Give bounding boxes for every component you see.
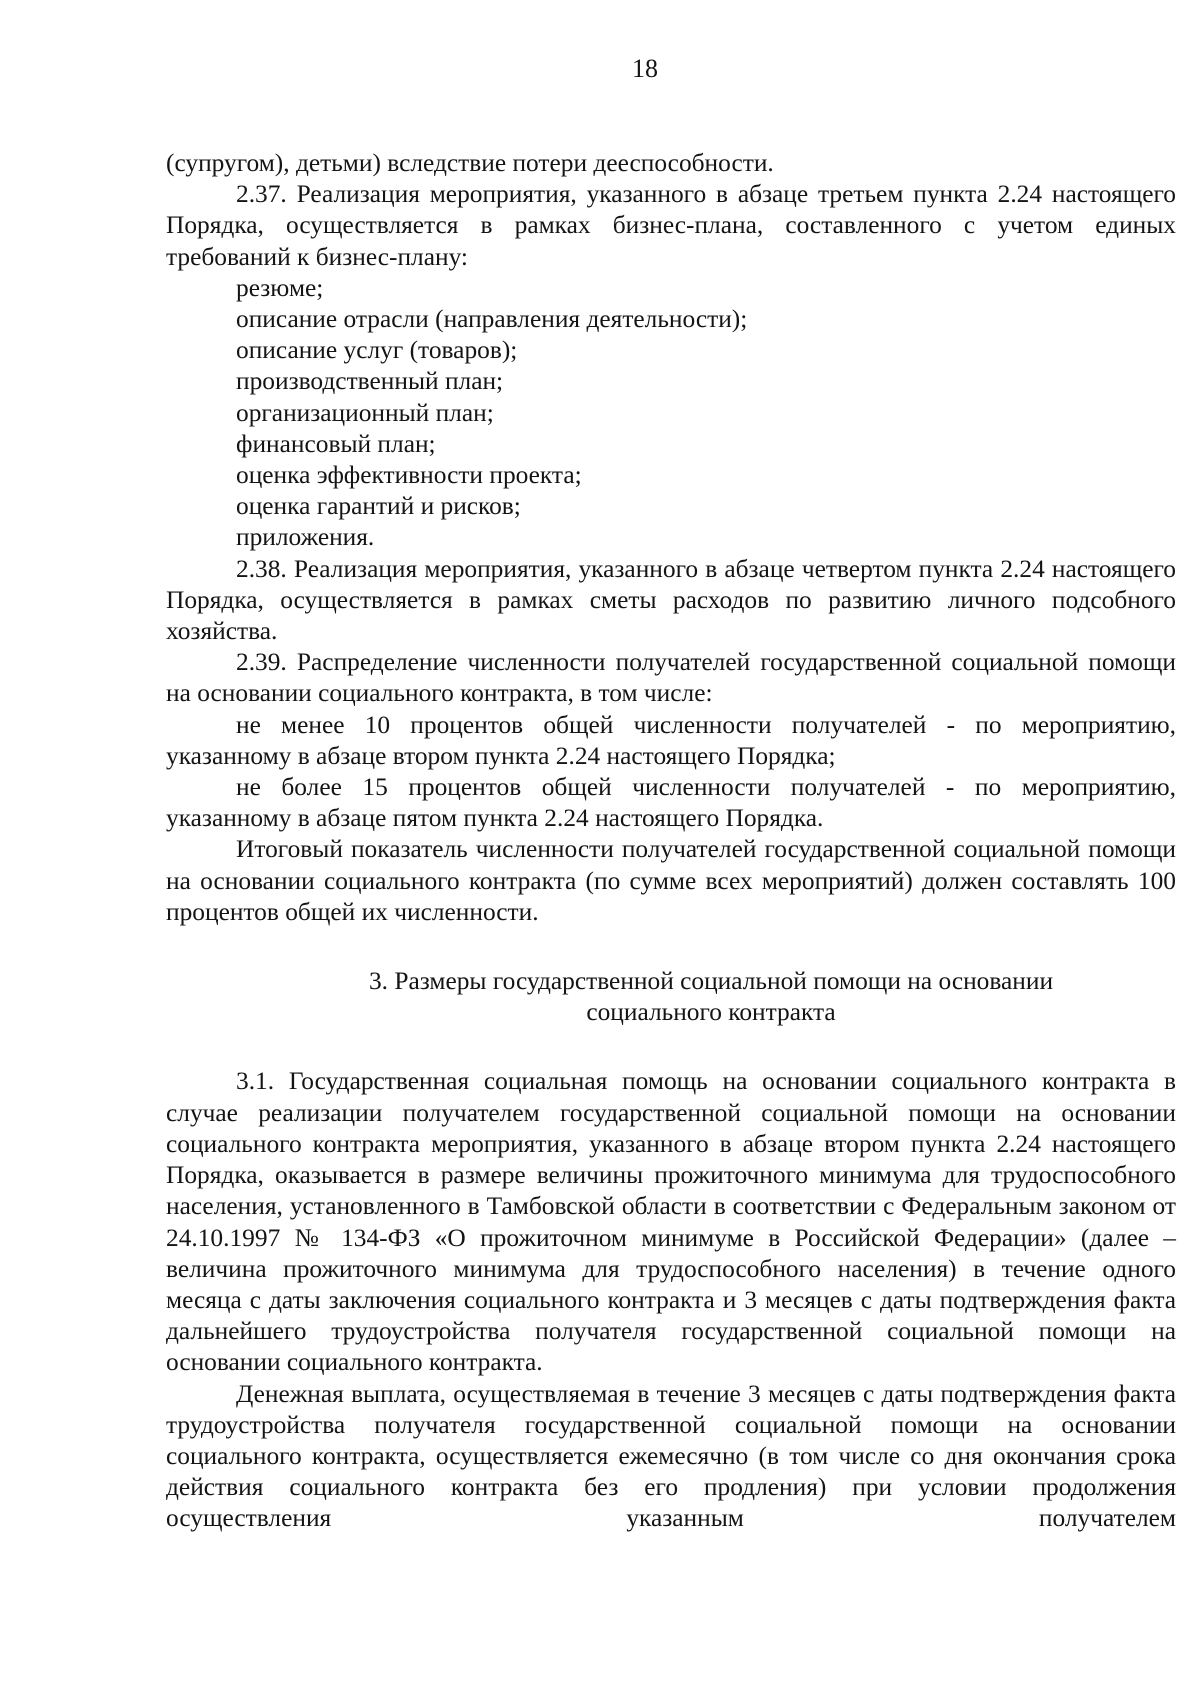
paragraph-total-indicator: Итоговый показатель численности получателей государственной социальной помощи на основании социального контракта (по сумме всех мероприятий) должен составлять 100 процентов общей их численности.: [166, 835, 1176, 926]
list-item: резюме;: [236, 273, 324, 302]
list-item: финансовый план;: [236, 429, 436, 458]
paragraph-continuation: (супругом), детьми) вследствие потери дееспособности.: [166, 149, 774, 177]
section-heading-line-1: 3. Размеры государственной социальной помощи на основании: [368, 967, 1054, 996]
list-item: оценка эффективности проекта;: [236, 461, 582, 490]
section-heading: [166, 966, 1176, 1028]
paragraph-2-38: 2.38. Реализация мероприятия, указанного в абзаце четвертом пункта 2.24 настоящего Порядка, осуществляется в рамках сметы расходов по развитию личного подсобного хозяйства.: [166, 554, 1176, 646]
paragraph-max-15-percent: не более 15 процентов общей численности получателей - по мероприятию, указанному в абзаце пятом пункта 2.24 настоящего Порядка.: [166, 773, 1176, 833]
paragraph-3-1: 3.1. Государственная социальная помощь на основании социального контракта в случае реализации получателем государственной социальной помощи на основании социального контракта мероприятия, указанного в абзаце втором пункта 2.24 настоящего Порядка, оказывается в размере величины прожиточного минимума для трудоспособного населения, установленного в Тамбовской области в соответствии с Федеральным законом от 24.10.1997 № 134-ФЗ «О прожиточном минимуме в Российской Федерации» (далее – величина прожиточного минимума для трудоспособного населения) в течение одного месяца с даты заключения социального контракта и 3 месяцев с даты подтверждения факта дальнейшего трудоустройства получателя государственной социальной помощи на основании социального контракта.: [166, 1067, 1176, 1377]
list-item: производственный план;: [236, 367, 504, 396]
paragraph-cash-payment: Денежная выплата, осуществляемая в течение 3 месяцев с даты подтверждения факта трудоустройства получателя государственной социальной помощи на основании социального контракта, осуществляется ежемесячно (в том числе со дня окончания срока действия социального контракта без его продления) при условии продолжения осуществления указанным получателем: [166, 1379, 1176, 1533]
list-item: описание отрасли (направления деятельности);: [236, 305, 748, 334]
paragraph-2-37: 2.37. Реализация мероприятия, указанного в абзаце третьем пункта 2.24 настоящего Порядка, осуществляется в рамках бизнес-плана, составленного с учетом единых требований к бизнес-плану:: [166, 180, 1176, 271]
paragraph-min-10-percent: не менее 10 процентов общей численности получателей - по мероприятию, указанному в абзаце втором пункта 2.24 настоящего Порядка;: [166, 710, 1176, 770]
paragraph-2-39: 2.39. Распределение численности получателей государственной социальной помощи на основании социального контракта, в том числе:: [166, 648, 1176, 708]
list-item: оценка гарантий и рисков;: [236, 492, 521, 521]
list-item: описание услуг (товаров);: [236, 336, 518, 365]
page-number: 18: [632, 54, 658, 83]
document-body: [166, 148, 1176, 1535]
list-item: организационный план;: [236, 398, 494, 427]
section-heading-line-2: социального контракта: [586, 998, 836, 1027]
list-item: приложения.: [236, 523, 375, 552]
